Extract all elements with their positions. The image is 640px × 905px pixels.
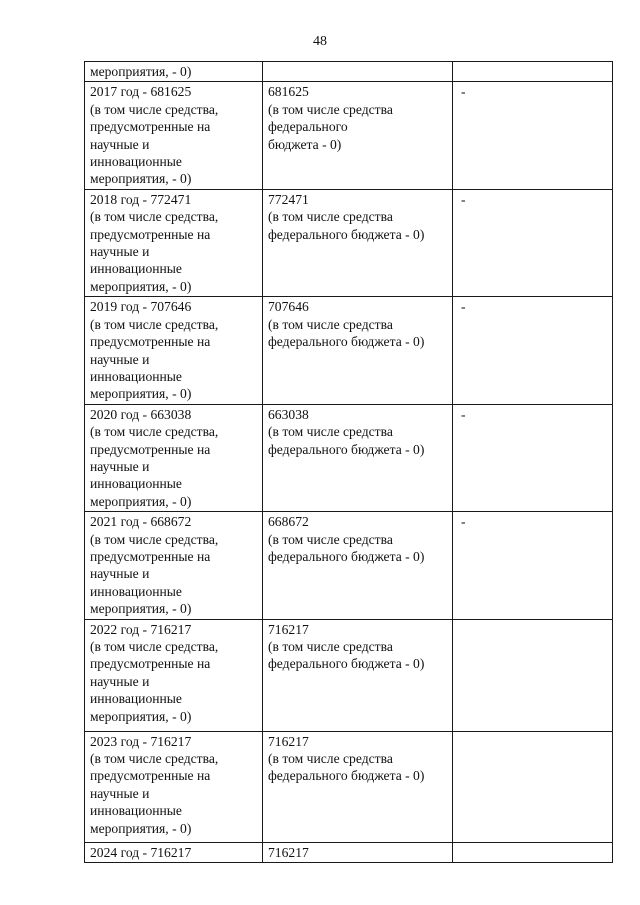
year-total-cell: 2017 год - 681625 (в том числе средства, предусмотренные на научные и инновационные мероприятия, - 0) <box>85 82 263 189</box>
federal-budget-cell: 716217 (в том числе средства федерального бюджета - 0) <box>263 731 453 842</box>
year-total-cell: 2022 год - 716217 (в том числе средства, предусмотренные на научные и инновационные мероприятия, - 0) <box>85 619 263 731</box>
other-sources-cell: - <box>453 297 613 404</box>
year-total-cell: 2024 год - 716217 <box>85 842 263 862</box>
table-row <box>85 619 613 731</box>
other-sources-cell <box>453 62 613 82</box>
other-sources-cell: - <box>453 82 613 189</box>
table-row <box>85 82 613 189</box>
year-total-cell: 2019 год - 707646 (в том числе средства, предусмотренные на научные и инновационные мероприятия, - 0) <box>85 297 263 404</box>
table-row <box>85 62 613 82</box>
year-total-cell: мероприятия, - 0) <box>85 62 263 82</box>
other-sources-cell <box>453 619 613 731</box>
other-sources-cell: - <box>453 404 613 511</box>
other-sources-cell <box>453 842 613 862</box>
year-total-cell: 2021 год - 668672 (в том числе средства, предусмотренные на научные и инновационные мероприятия, - 0) <box>85 512 263 619</box>
table-row <box>85 404 613 511</box>
federal-budget-cell: 772471 (в том числе средства федерального бюджета - 0) <box>263 189 453 296</box>
year-total-cell: 2020 год - 663038 (в том числе средства, предусмотренные на научные и инновационные мероприятия, - 0) <box>85 404 263 511</box>
other-sources-cell: - <box>453 512 613 619</box>
year-total-cell: 2018 год - 772471 (в том числе средства, предусмотренные на научные и инновационные мероприятия, - 0) <box>85 189 263 296</box>
other-sources-cell: - <box>453 189 613 296</box>
table-row <box>85 731 613 842</box>
federal-budget-cell: 663038 (в том числе средства федерального бюджета - 0) <box>263 404 453 511</box>
table-row <box>85 842 613 862</box>
federal-budget-cell: 707646 (в том числе средства федерального бюджета - 0) <box>263 297 453 404</box>
other-sources-cell <box>453 731 613 842</box>
year-total-cell: 2023 год - 716217 (в том числе средства, предусмотренные на научные и инновационные мероприятия, - 0) <box>85 731 263 842</box>
federal-budget-cell: 716217 <box>263 842 453 862</box>
page-number: 48 <box>313 34 327 49</box>
federal-budget-cell: 668672 (в том числе средства федерального бюджета - 0) <box>263 512 453 619</box>
budget-table <box>84 61 613 863</box>
table-row <box>85 297 613 404</box>
table-row <box>85 512 613 619</box>
federal-budget-cell: 716217 (в том числе средства федерального бюджета - 0) <box>263 619 453 731</box>
federal-budget-cell: 681625 (в том числе средства федерального бюджета - 0) <box>263 82 453 189</box>
table-row <box>85 189 613 296</box>
federal-budget-cell <box>263 62 453 82</box>
